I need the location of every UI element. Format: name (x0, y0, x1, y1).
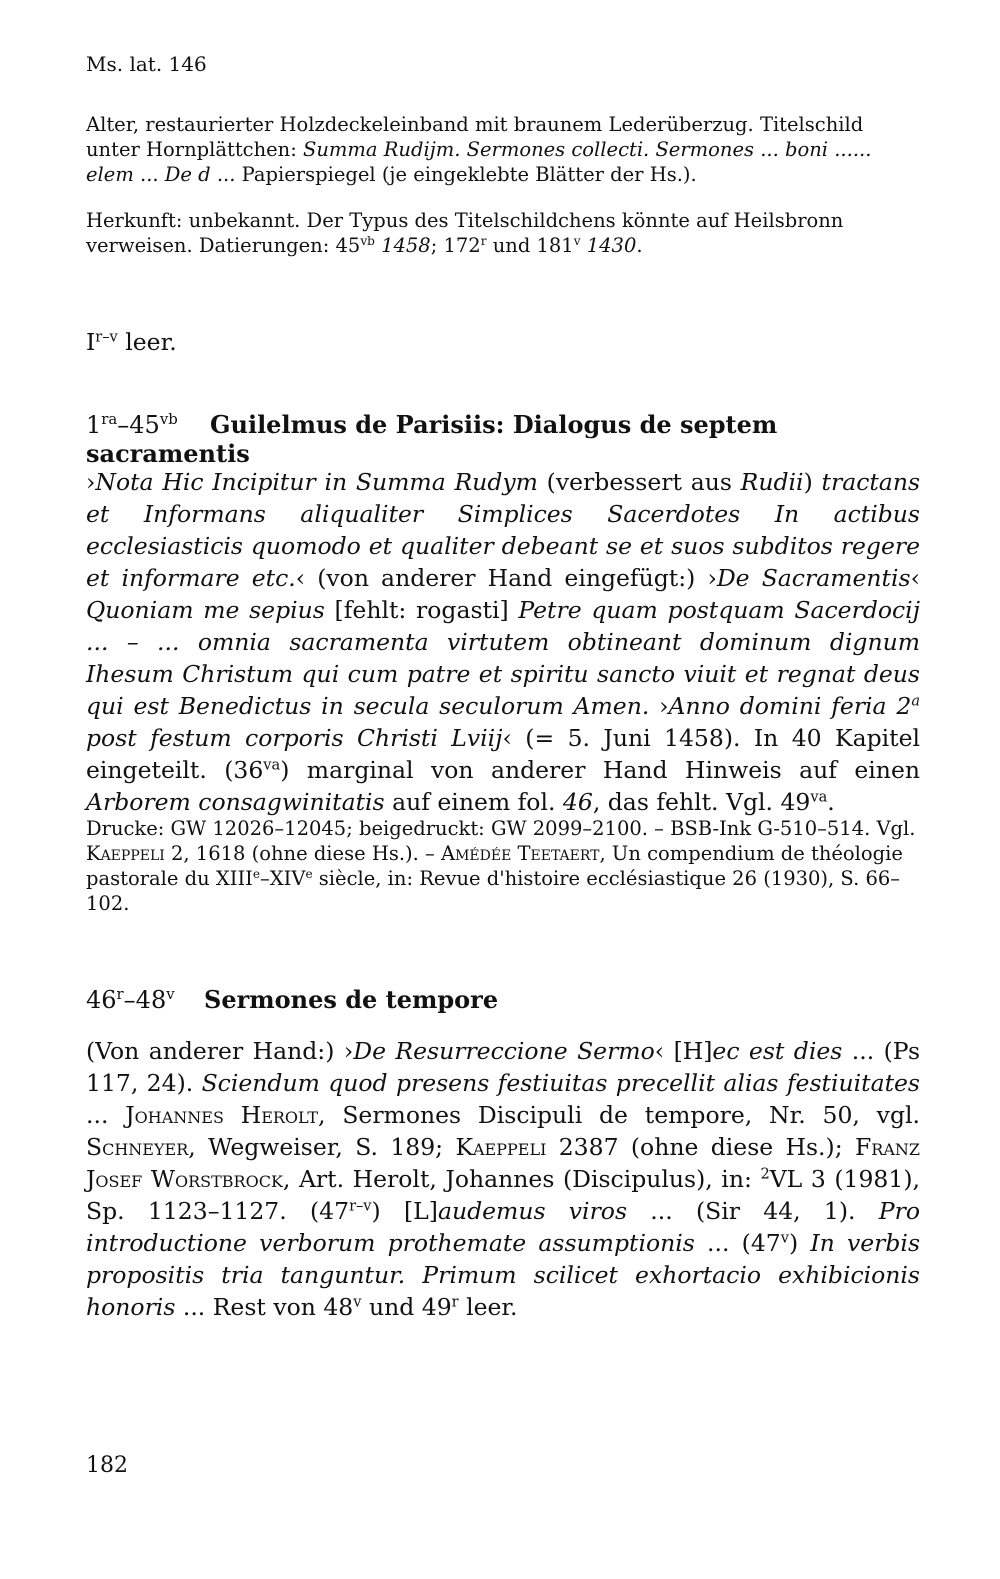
section-title: Sermones de tempore (204, 985, 499, 1014)
title-label-text: Summa Rudijm. Sermones collecti. Sermones ... boni ...... elem ... De d ... (86, 138, 872, 186)
provenance: Herkunft: unbekannt. Der Typus des Titelschildchens könnte auf Heilsbronn verweisen. Datierungen: $45^{vb}$ 1458; 172$^r$ und 181$^v$ 1430. (86, 209, 844, 257)
section-title: Guilelmus de Parisiis: Dialogus de septem sacramentis (86, 410, 778, 468)
section-folio: $1^{ra}-45^{vb}$ (86, 410, 178, 439)
empty-leaf-note: $I^{r-v}$ leer. (86, 328, 177, 356)
section-body-2: (Von anderer Hand:) ›De Resurreccione Sermo‹ [H]ec est dies ... (Ps 117, 24). Sciendum quod presens festiuitas precellit alias festiuitates ... Johannes Herolt, Sermones Discipuli de tempore, Nr. 50, vgl. Schneyer, Wegweiser, S. 189; Kaeppeli 2387 (ohne diese Hs.); Franz Josef Worstbrock, Art. Herolt, Johannes (Discipulus), in: $^2$VL 3 (1981), Sp. 1123–1127. (47$^{r-v}$) [L]audemus viros ... (Sir 44, 1). Pro introductione verborum prothemate assumptionis ... (47$^v$) In verbis propositis tria tanguntur. Primum scilicet exhortacio exhibicionis honoris ... Rest von 48$^v$ und 49$^r$ leer. (86, 1037, 921, 1321)
section-folio: 46$^r$–48$^v$ (86, 985, 175, 1014)
section-heading-2 (86, 985, 920, 1014)
binding-description: Alter, restaurierter Holzdeckeleinband mit braunem Lederüberzug. Titelschild unter Hornplättchen: Summa Rudijm. Sermones collecti. Sermones ... boni ...... elem ... De d ... Papierspiegel (je eingeklebte Blätter der Hs.). (86, 113, 872, 186)
references-1: Drucke: GW 12026–12045; beigedruckt: GW 2099–2100. – BSB-Ink G-510–514. Vgl. Kaeppeli 2, 1618 (ohne diese Hs.). – Amédée Teetaert, Un compendium de théologie pastorale du XIIIe–XIVe siècle, in: Revue d'histoire ecclésiastique 26 (1930), S. 66–102. (86, 817, 916, 915)
section-body-1: ›Nota Hic Incipitur in Summa Rudym (verbessert aus Rudii) tractans et Informans aliqualiter Simplices Sacerdotes In actibus ecclesiasticis quomodo et qualiter debeant se et suos subditos regere et informare etc.‹ (von anderer Hand eingefügt:) ›De Sacramentis‹ Quoniam me sepius [fehlt: rogasti] Petre quam postquam Sacerdocij ... – ... omnia sacramenta virtutem obtineant dominum dignum Ihesum Christum qui cum patre et spiritu sancto viuit et regnat deus qui est Benedictus in secula seculorum Amen. ›Anno domini feria 2$^a$ post festum corporis Christi Lviij‹ (= 5. Juni 1458). In 40 Kapitel eingeteilt. $(36^{va})$ marginal von anderer Hand Hinweis auf einen Arborem consagwinitatis auf einem fol. 46, das fehlt. Vgl. $49^{va}$. (86, 468, 921, 816)
section-heading-1 (86, 410, 920, 468)
shelfmark: Ms. lat. 146 (86, 52, 207, 76)
page-number: 182 (86, 1453, 128, 1478)
